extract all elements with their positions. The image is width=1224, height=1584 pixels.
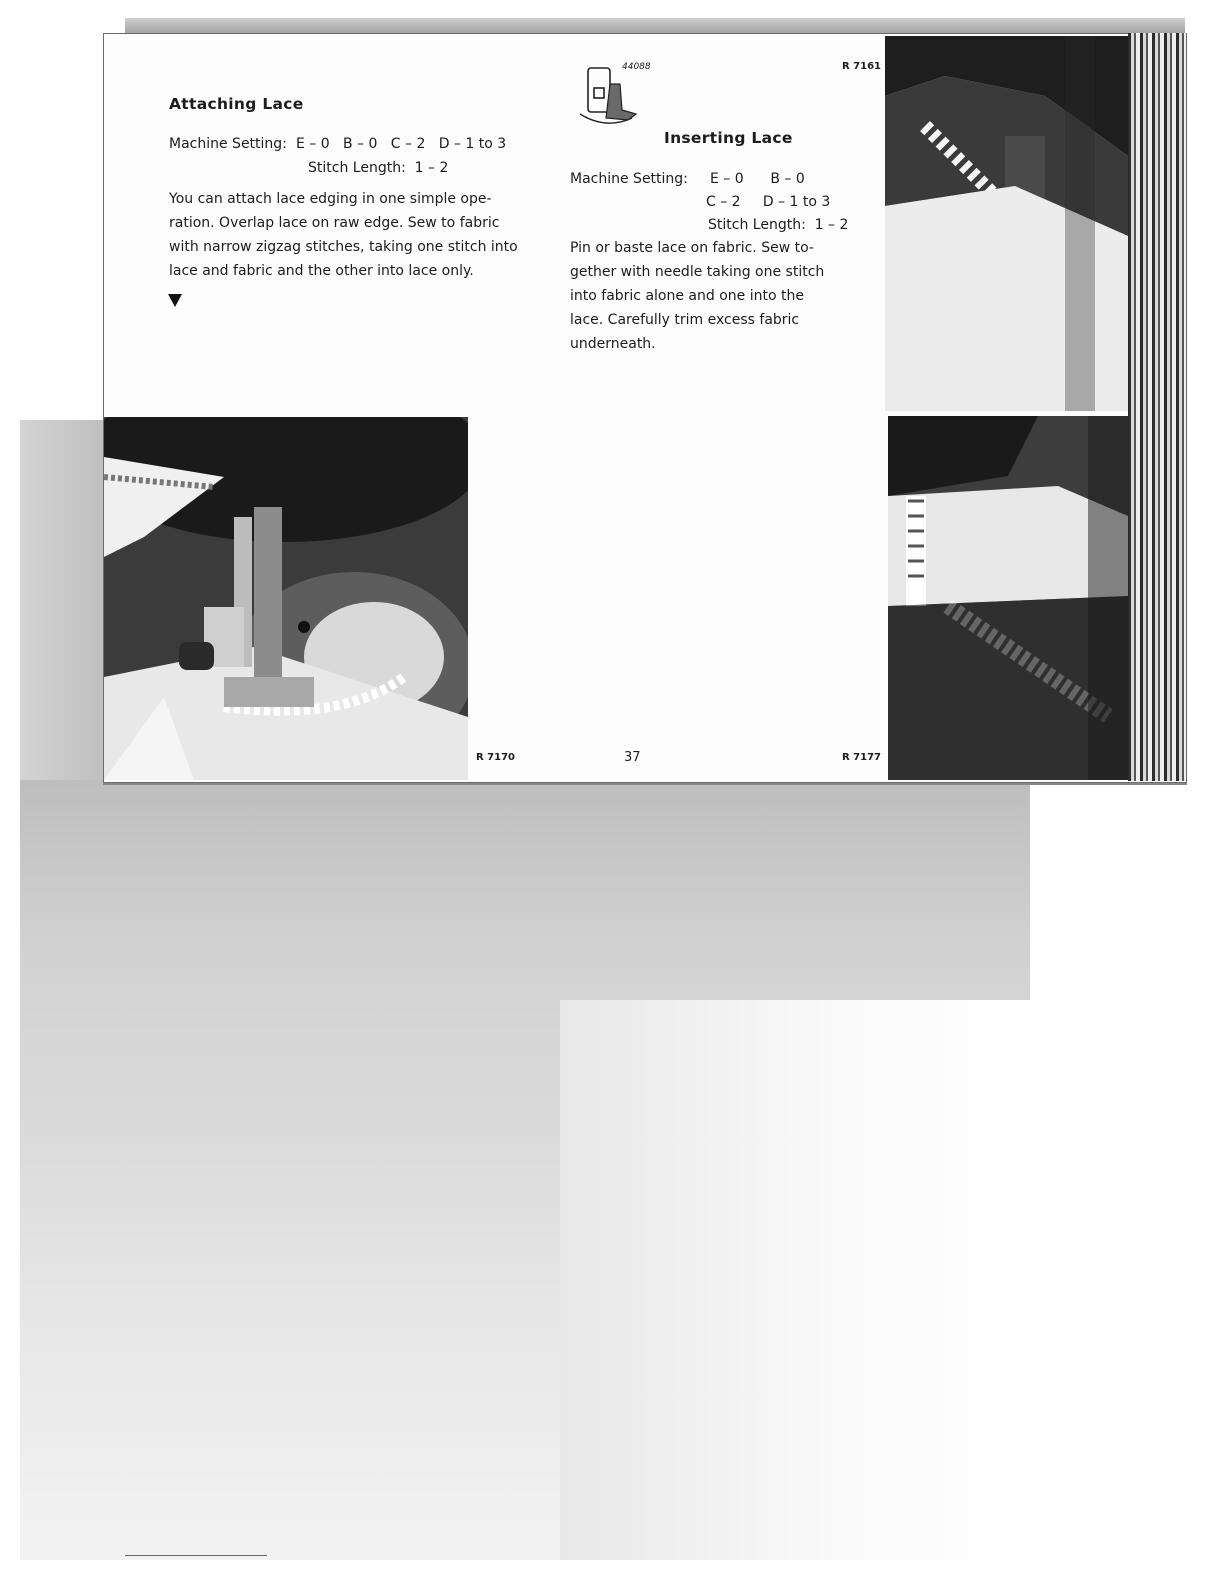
figure-ref-r7170: R 7170 [476,752,516,763]
body-line: You can attach lace edging in one simple ope- [169,191,492,207]
body-line: gether with needle taking one stitch [570,264,825,280]
scan-shadow-fade [560,1000,1030,1560]
attaching-setting-values: E – 0 B – 0 C – 2 D – 1 to 3 [296,136,507,152]
inserting-setting-label: Machine Setting: [570,171,688,187]
body-line: underneath. [570,336,656,352]
attaching-body [169,187,547,283]
body-line: Pin or baste lace on fabric. Sew to- [570,240,814,256]
photo-inserting-lace-top [885,36,1128,411]
inserting-body [570,236,854,356]
figure-ref-r7161: R 7161 [842,61,882,72]
figure-ref-r7177: R 7177 [842,752,882,763]
body-line: with narrow zigzag stitches, taking one stitch into [169,239,518,255]
photo-attaching-lace [104,417,468,780]
foot-number: 44088 [622,62,651,72]
inserting-lace-title: Inserting Lace [664,129,793,147]
attaching-setting-label: Machine Setting: [169,136,287,152]
page-number: 37 [624,750,641,765]
down-triangle-icon [168,294,182,307]
book-edge [1128,33,1186,781]
attaching-stitch-length: Stitch Length: 1 – 2 [308,160,449,176]
inserting-stitch-length: Stitch Length: 1 – 2 [708,217,849,233]
inserting-setting-row1: E – 0 B – 0 [710,171,805,187]
presser-foot-icon [576,64,656,126]
body-line: lace. Carefully trim excess fabric [570,312,800,328]
scan-shadow-left [20,420,110,780]
footer-line [125,1555,267,1556]
photo-inserting-lace-bottom [888,416,1128,780]
inserting-setting-row2: C – 2 D – 1 to 3 [706,194,831,210]
attaching-lace-title: Attaching Lace [169,95,304,113]
body-line: into fabric alone and one into the [570,288,804,304]
body-line: lace and fabric and the other into lace only. [169,263,474,279]
body-line: ration. Overlap lace on raw edge. Sew to fabric [169,215,500,231]
